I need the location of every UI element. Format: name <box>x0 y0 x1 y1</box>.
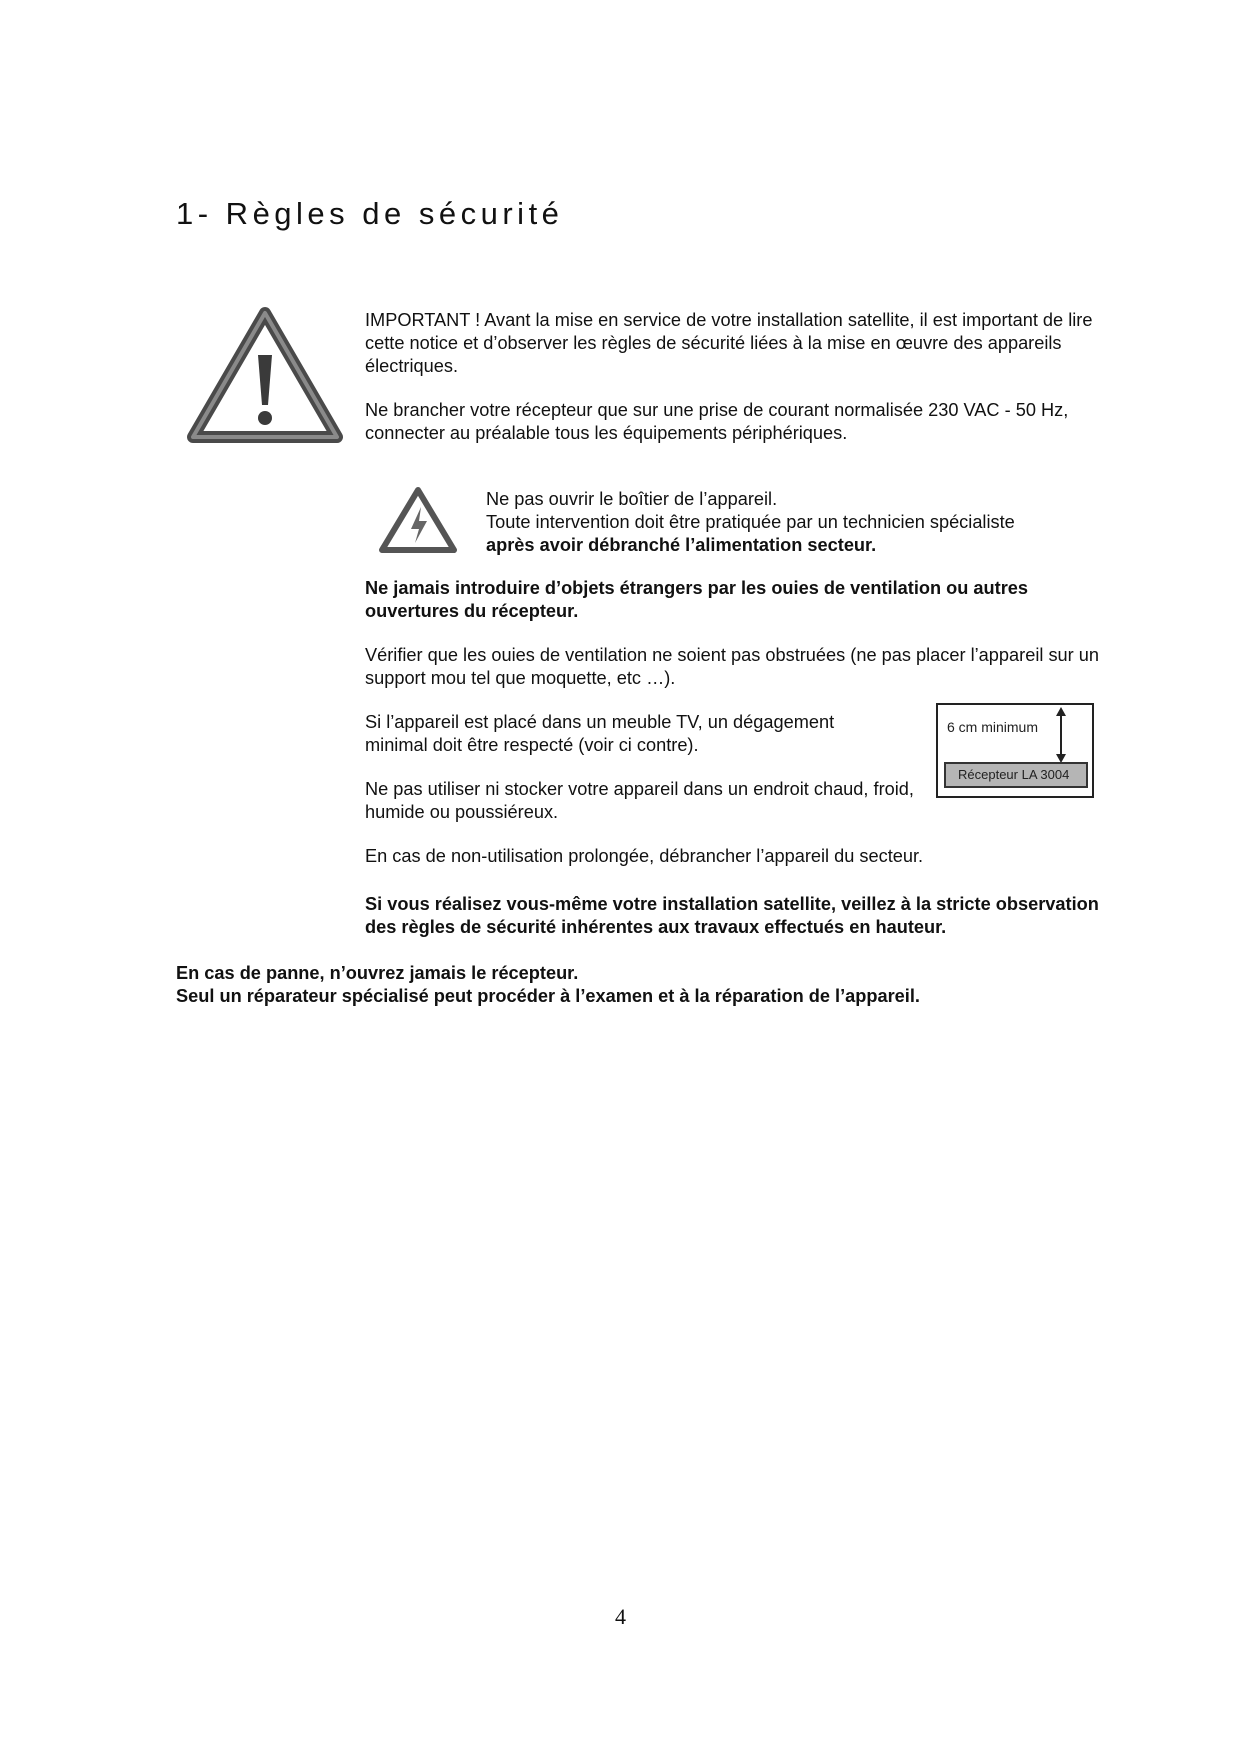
rule-unplug: En cas de non-utilisation prolongée, débrancher l’appareil du secteur. <box>365 846 924 866</box>
receiver-box: Récepteur LA 3004 <box>944 762 1088 788</box>
section-title: 1- Règles de sécurité <box>176 196 564 231</box>
intro-power-text: Ne brancher votre récepteur que sur une prise de courant normalisée 230 VAC - 50 Hz, connecter au préalable tous les équipements périphériques. <box>365 400 1069 443</box>
clearance-arrow-icon <box>1054 707 1068 763</box>
clearance-label: 6 cm minimum <box>947 719 1039 735</box>
clearance-diagram <box>936 703 1094 798</box>
warning-exclamation-icon <box>185 305 345 445</box>
rule-environment: Ne pas utiliser ni stocker votre appareil dans un endroit chaud, froid, humide ou poussiéreux. <box>365 779 914 822</box>
voltage-warning-line-2: Toute intervention doit être pratiquée par un technicien spécialiste <box>486 512 1015 532</box>
intro-important-text: IMPORTANT ! Avant la mise en service de votre installation satellite, il est important de lire cette notice et d’observer les règles de sécurité liées à la mise en œuvre des appareils électriques. <box>365 310 1093 376</box>
footer-warning-line-1: En cas de panne, n’ouvrez jamais le récepteur. <box>176 963 579 983</box>
voltage-warning-line-1: Ne pas ouvrir le boîtier de l’appareil. <box>486 489 778 509</box>
high-voltage-warning-icon <box>378 485 458 555</box>
voltage-warning-line-3: après avoir débranché l’alimentation secteur. <box>486 535 877 555</box>
rule-furniture: Si l’appareil est placé dans un meuble TV, un dégagement minimal doit être respecté (voir ci contre). <box>365 712 835 755</box>
rule-foreign-objects: Ne jamais introduire d’objets étrangers par les ouies de ventilation ou autres ouvertures du récepteur. <box>365 578 1029 621</box>
footer-warning-line-2: Seul un réparateur spécialisé peut procéder à l’examen et à la réparation de l’appareil. <box>176 986 920 1006</box>
rule-height-work: Si vous réalisez vous-même votre installation satellite, veillez à la stricte observation des règles de sécurité inhérentes aux travaux effectués en hauteur. <box>365 894 1099 937</box>
rule-ventilation: Vérifier que les ouies de ventilation ne soient pas obstruées (ne pas placer l’appareil sur un support mou tel que moquette, etc …). <box>365 645 1100 688</box>
page-number: 4 <box>615 1604 626 1629</box>
